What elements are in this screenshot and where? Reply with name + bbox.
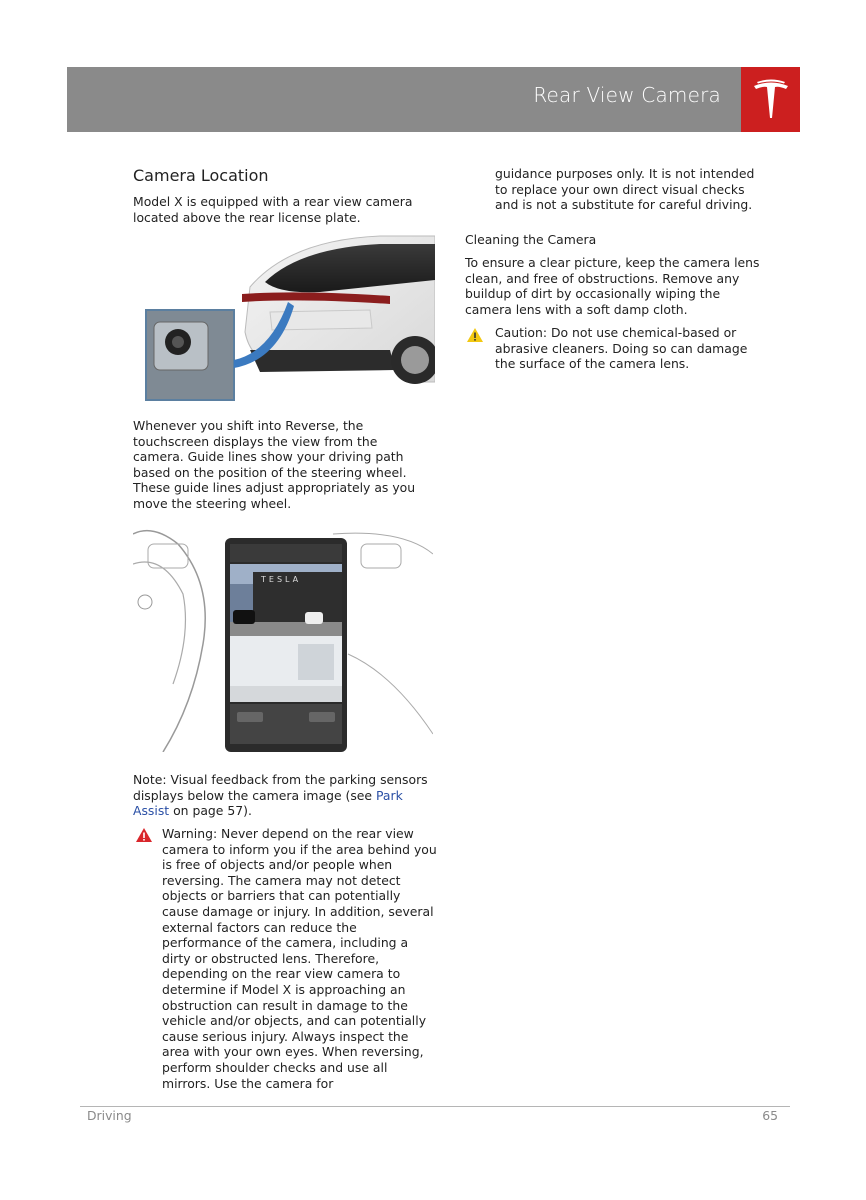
- screen-brand-text: TESLA: [261, 575, 302, 584]
- brand-logo: [741, 67, 800, 132]
- caution-paragraph: Caution: Do not use chemical-based or abrasive cleaners. Doing so can damage the surface of the camera lens.: [495, 325, 748, 372]
- note-paragraph: [133, 772, 438, 819]
- intro-paragraph: Model X is equipped with a rear view camera located above the rear license plate.: [133, 194, 413, 225]
- tesla-logo-icon: [751, 78, 791, 122]
- caution-icon: [466, 327, 484, 343]
- reverse-paragraph: Whenever you shift into Reverse, the touchscreen displays the view from the camera. Guide lines show your driving path based on the position of the steering wheel. These guide lines adjust appropriately as you move the steering wheel.: [133, 418, 416, 511]
- footer-divider: [80, 1106, 790, 1107]
- section-heading-cleaning: Cleaning the Camera: [465, 232, 597, 247]
- note-suffix: on page 57).: [169, 803, 252, 819]
- section-heading-camera-location: Camera Location: [133, 166, 269, 185]
- touchscreen-camera-view-illustration: [133, 524, 433, 752]
- warning-icon: [135, 827, 153, 843]
- page-number: 65: [762, 1108, 778, 1123]
- cleaning-paragraph: To ensure a clear picture, keep the camera lens clean, and free of obstructions. Remove any buildup of dirt by occasionally wiping the camera lens with a soft damp cloth.: [465, 255, 760, 317]
- warning-continuation: guidance purposes only. It is not intended to replace your own direct visual checks and is not a substitute for careful driving.: [495, 166, 755, 213]
- warning-paragraph: Warning: Never depend on the rear view camera to inform you if the area behind you is free of objects and/or people when reversing. The camera may not detect objects or barriers that can potentially cause damage or injury. In addition, several external factors can reduce the performance of the camera, including a dirty or obstructed lens. Therefore, depending on the rear view camera to determine if Model X is approaching an obstruction can result in damage to the vehicle and/or objects, and can potentially cause serious injury. Always inspect the area with your own eyes. When reversing, perform shoulder checks and use all mirrors. Use the camera for: [162, 826, 437, 1091]
- note-prefix: Note: Visual feedback from the parking sensors displays below the camera image (see: [133, 772, 428, 803]
- page-title: Rear View Camera: [533, 83, 721, 107]
- rear-camera-location-illustration: [140, 232, 435, 402]
- footer-section: Driving: [87, 1108, 132, 1123]
- header-bar: [67, 67, 741, 132]
- park-assist-link[interactable]: Park Assist: [133, 787, 403, 819]
